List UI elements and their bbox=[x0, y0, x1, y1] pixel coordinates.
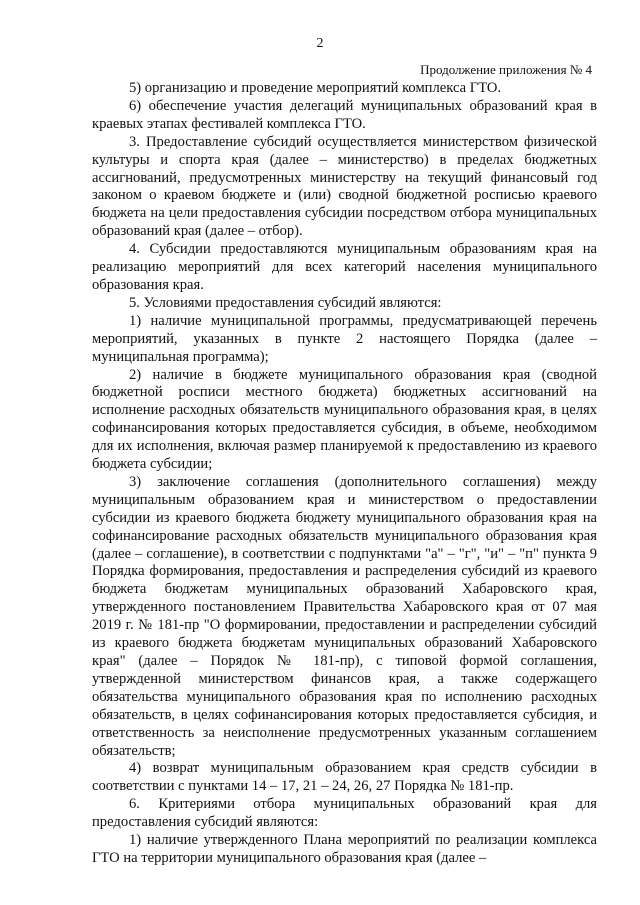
appendix-continuation-note: Продолжение приложения № 4 bbox=[420, 62, 592, 77]
paragraph-condition-1: 1) наличие муниципальной программы, предусматривающей перечень мероприятий, указанных в пункте 2 настоящего Порядка (далее – муниципальная программа); bbox=[92, 312, 597, 365]
document-body bbox=[92, 80, 597, 868]
paragraph-item-5: 5) организацию и проведение мероприятий комплекса ГТО. bbox=[129, 80, 502, 96]
paragraph-condition-4: 4) возврат муниципальным образованием края средств субсидии в соответствии с пунктами 14 – 17, 21 – 24, 26, 27 Порядка № 181-пр. bbox=[92, 760, 597, 795]
page-number: 2 bbox=[316, 36, 324, 51]
paragraph-section-6: 6. Критериями отбора муниципальных образований края для предоставления субсидий являются: bbox=[92, 796, 597, 831]
paragraph-criterion-1: 1) наличие утвержденного Плана мероприятий по реализации комплекса ГТО на территории муниципального образования края (далее – bbox=[92, 832, 597, 866]
paragraph-item-6: 6) обеспечение участия делегаций муниципальных образований края в краевых этапах фестивалей комплекса ГТО. bbox=[92, 97, 597, 132]
paragraph-condition-3: 3) заключение соглашения (дополнительного соглашения) между муниципальным образованием края и министерством о предоставлении субсидии из краевого бюджета бюджету муниципального образования края на софинансирование расходных обязательств муниципального образования края (далее – соглашение), в соответствии с подпунктами "а" – "г", "и" – "п" пункта 9 Порядка формирования, предоставления и распределения субсидий из краевого бюджета бюджетам муниципальных образований Хабаровского края, утвержденного постановлением Правительства Хабаровского края от 07 мая 2019 г. № 181-пр "О формировании, предоставлении и распределении субсидий из краевого бюджета бюджетам муниципальных образований Хабаровского края" (далее – Порядок № 181-пр), с типовой формой соглашения, утвержденной министерством финансов края, а также содержащего обязательства муниципального образования края по исполнению расходных обязательств, в целях софинансирования которых предоставляется субсидия, и ответственность за неисполнение предусмотренных указанным соглашением обязательств; bbox=[92, 473, 597, 759]
paragraph-condition-2: 2) наличие в бюджете муниципального образования края (сводной бюджетной росписи местного бюджета) бюджетных ассигнований на исполнение расходных обязательств муниципального образования края, в целях софинансирования которых предоставляется субсидия, в объеме, необходимом для их исполнения, включая размер планируемой к предоставлению из краевого бюджета субсидии; bbox=[92, 366, 597, 473]
paragraph-section-4: 4. Субсидии предоставляются муниципальным образованиям края на реализацию мероприятий для всех категорий населения муниципального образования края. bbox=[92, 241, 597, 293]
paragraph-section-3: 3. Предоставление субсидий осуществляется министерством физической культуры и спорта края (далее – министерство) в пределах бюджетных ассигнований, предусмотренных министерству на текущий финансовый год законом о краевом бюджете и (или) сводной бюджетной росписью краевого бюджета на цели предоставления субсидии посредством отбора муниципальных образований края (далее – отбор). bbox=[92, 133, 597, 240]
paragraph-section-5: 5. Условиями предоставления субсидий являются: bbox=[129, 294, 442, 311]
